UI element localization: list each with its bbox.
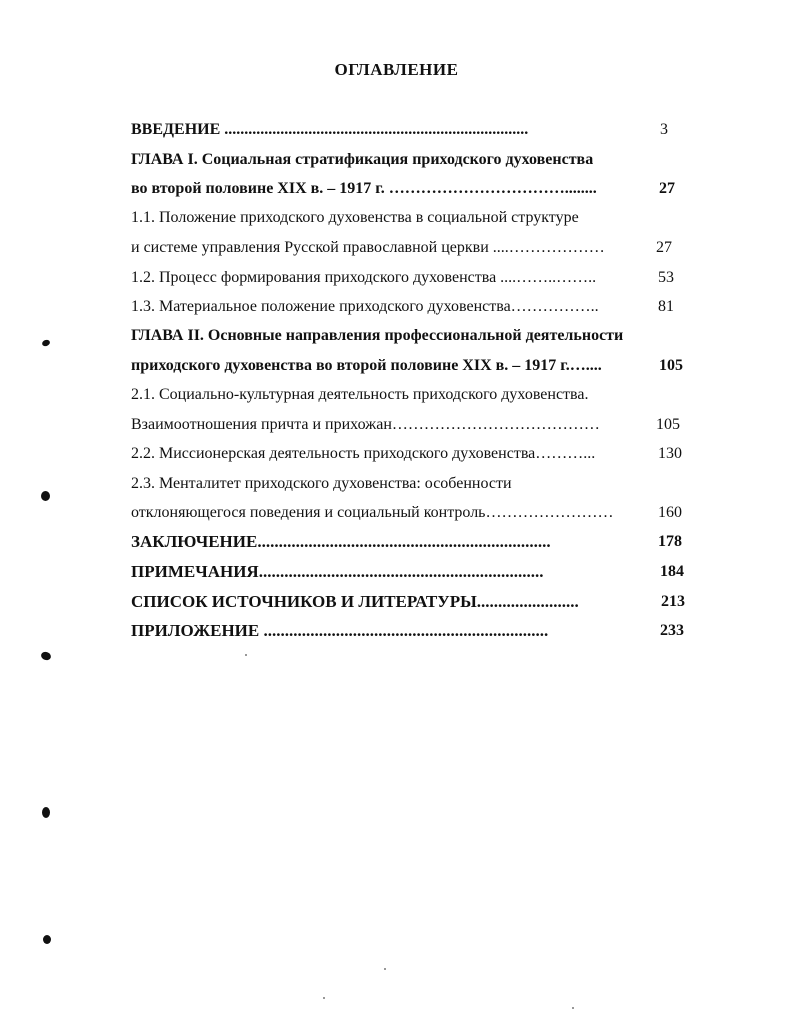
toc-entry-appendix[interactable]: ПРИЛОЖЕНИЕ ...................................................................	[131, 621, 549, 640]
toc-entry-section-1-3[interactable]: 1.3. Материальное положение приходского духовенства……………..	[131, 298, 599, 315]
scan-speck	[384, 968, 386, 970]
binding-hole-mark	[40, 651, 52, 662]
toc-entry-section-2-3[interactable]: 2.3. Менталитет приходского духовенства: особенности	[131, 475, 512, 492]
toc-entry-section-2-1-cont[interactable]: Взаимоотношения причта и прихожан…………………………………	[131, 416, 600, 433]
toc-entry-section-2-3-cont[interactable]: отклоняющегося поведения и социальный контроль……………………	[131, 504, 614, 521]
toc-page-number: 3	[660, 121, 668, 138]
toc-entry-section-2-2[interactable]: 2.2. Миссионерская деятельность приходского духовенства………...	[131, 445, 596, 462]
toc-page-number: 160	[658, 504, 682, 521]
scan-speck	[245, 654, 247, 656]
toc-entry-conclusion[interactable]: ЗАКЛЮЧЕНИЕ.....................................................................	[131, 532, 551, 551]
toc-entry-chapter-2[interactable]: ГЛАВА II. Основные направления профессиональной деятельности	[131, 327, 624, 344]
toc-page-number: 130	[658, 445, 682, 462]
toc-page-number: 105	[659, 357, 683, 374]
scan-speck	[572, 1007, 574, 1009]
toc-page-number: 105	[656, 416, 680, 433]
toc-page-number: 184	[660, 563, 684, 580]
toc-entry-sources[interactable]: СПИСОК ИСТОЧНИКОВ И ЛИТЕРАТУРЫ........................	[131, 592, 579, 611]
binding-hole-mark	[43, 935, 51, 944]
toc-entry-section-2-1[interactable]: 2.1. Социально-культурная деятельность приходского духовенства.	[131, 386, 589, 403]
scan-speck	[323, 997, 325, 999]
toc-page-number: 27	[656, 239, 672, 256]
binding-hole-mark	[41, 339, 51, 347]
binding-hole-mark	[42, 807, 50, 818]
toc-entry-section-1-2[interactable]: 1.2. Процесс формирования приходского духовенства ....……..……..	[131, 269, 597, 286]
toc-entry-section-1-1-cont[interactable]: и системе управления Русской православной церкви ....………………	[131, 239, 605, 256]
toc-page-number: 53	[658, 269, 674, 286]
toc-page-number: 81	[658, 298, 674, 315]
toc-page-number: 27	[659, 180, 675, 197]
toc-page-number: 213	[661, 593, 685, 610]
toc-entry-chapter-2-cont[interactable]: приходского духовенства во второй половине XIX в. – 1917 г.…....	[131, 357, 602, 374]
toc-entry-introduction[interactable]: ВВЕДЕНИЕ ............................................................................	[131, 121, 529, 138]
toc-entry-chapter-1-cont[interactable]: во второй половине XIX в. – 1917 г. ……………………………........	[131, 180, 597, 197]
binding-hole-mark	[41, 491, 50, 501]
page-title: ОГЛАВЛЕНИЕ	[334, 60, 459, 79]
toc-entry-section-1-1[interactable]: 1.1. Положение приходского духовенства в социальной структуре	[131, 209, 579, 226]
toc-page-number: 233	[660, 622, 684, 639]
toc-page-number: 178	[658, 533, 682, 550]
toc-entry-chapter-1[interactable]: ГЛАВА I. Социальная стратификация приходского духовенства	[131, 151, 594, 168]
toc-entry-notes[interactable]: ПРИМЕЧАНИЯ...................................................................	[131, 562, 544, 581]
